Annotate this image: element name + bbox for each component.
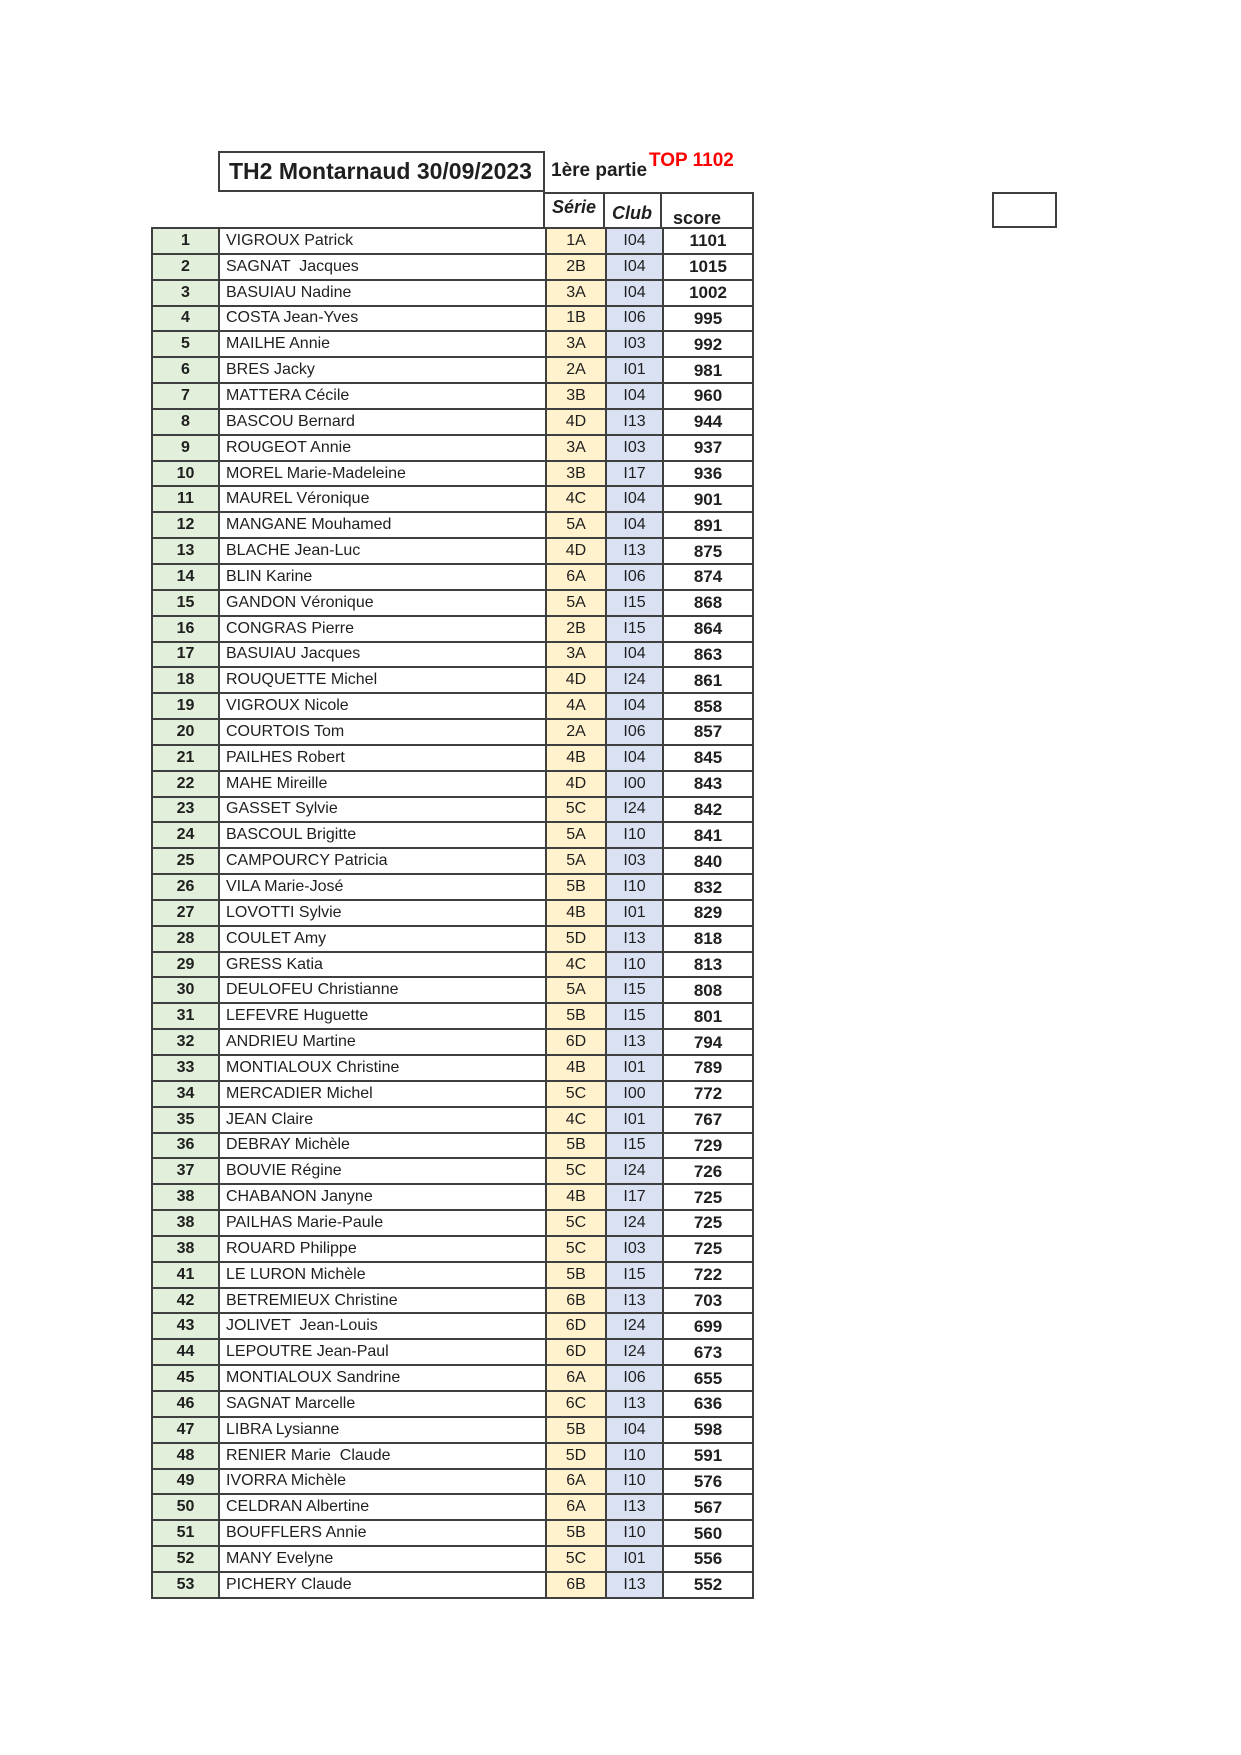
player-name-cell: CHABANON Janyne bbox=[220, 1185, 547, 1211]
player-name-cell: VIGROUX Patrick bbox=[220, 229, 547, 255]
serie-cell: 6C bbox=[547, 1392, 607, 1418]
score-cell: 936 bbox=[664, 462, 754, 488]
serie-cell: 5D bbox=[547, 1444, 607, 1470]
rank-cell: 28 bbox=[153, 927, 220, 953]
club-cell: I06 bbox=[607, 565, 664, 591]
rank-cell: 1 bbox=[153, 229, 220, 255]
serie-cell: 2A bbox=[547, 358, 607, 384]
player-name-cell: MONTIALOUX Sandrine bbox=[220, 1366, 547, 1392]
rank-cell: 7 bbox=[153, 384, 220, 410]
serie-cell: 5B bbox=[547, 1263, 607, 1289]
rank-cell: 31 bbox=[153, 1004, 220, 1030]
club-cell: I00 bbox=[607, 1082, 664, 1108]
player-name-cell: ROUGEOT Annie bbox=[220, 436, 547, 462]
rank-cell: 44 bbox=[153, 1340, 220, 1366]
rank-cell: 15 bbox=[153, 591, 220, 617]
club-cell: I04 bbox=[607, 255, 664, 281]
serie-cell: 2A bbox=[547, 720, 607, 746]
serie-cell: 1B bbox=[547, 307, 607, 333]
club-cell: I06 bbox=[607, 1366, 664, 1392]
player-name-cell: MOREL Marie-Madeleine bbox=[220, 462, 547, 488]
score-cell: 767 bbox=[664, 1108, 754, 1134]
score-cell: 992 bbox=[664, 332, 754, 358]
player-name-cell: LIBRA Lysianne bbox=[220, 1418, 547, 1444]
rank-cell: 8 bbox=[153, 410, 220, 436]
serie-cell: 3B bbox=[547, 462, 607, 488]
player-name-cell: IVORRA Michèle bbox=[220, 1470, 547, 1496]
club-cell: I06 bbox=[607, 307, 664, 333]
serie-cell: 6A bbox=[547, 1470, 607, 1496]
player-name-cell: BOUVIE Régine bbox=[220, 1159, 547, 1185]
score-cell: 636 bbox=[664, 1392, 754, 1418]
serie-cell: 4B bbox=[547, 746, 607, 772]
player-name-cell: MATTERA Cécile bbox=[220, 384, 547, 410]
column-header-club: Club bbox=[603, 192, 662, 227]
player-name-cell: ANDRIEU Martine bbox=[220, 1030, 547, 1056]
serie-cell: 5C bbox=[547, 798, 607, 824]
score-cell: 699 bbox=[664, 1314, 754, 1340]
rank-cell: 38 bbox=[153, 1237, 220, 1263]
club-cell: I13 bbox=[607, 1289, 664, 1315]
tournament-title: TH2 Montarnaud 30/09/2023 bbox=[218, 151, 545, 192]
player-name-cell: DEULOFEU Christianne bbox=[220, 978, 547, 1004]
rank-cell: 18 bbox=[153, 668, 220, 694]
player-name-cell: BASCOU Bernard bbox=[220, 410, 547, 436]
rank-cell: 38 bbox=[153, 1185, 220, 1211]
club-cell: I15 bbox=[607, 1263, 664, 1289]
player-name-cell: LEPOUTRE Jean-Paul bbox=[220, 1340, 547, 1366]
club-cell: I13 bbox=[607, 1495, 664, 1521]
serie-cell: 2B bbox=[547, 617, 607, 643]
rank-cell: 25 bbox=[153, 849, 220, 875]
player-name-cell: GANDON Véronique bbox=[220, 591, 547, 617]
score-cell: 874 bbox=[664, 565, 754, 591]
club-cell: I10 bbox=[607, 1444, 664, 1470]
player-name-cell: COULET Amy bbox=[220, 927, 547, 953]
rank-cell: 2 bbox=[153, 255, 220, 281]
rank-cell: 22 bbox=[153, 772, 220, 798]
score-cell: 794 bbox=[664, 1030, 754, 1056]
rank-cell: 50 bbox=[153, 1495, 220, 1521]
player-name-cell: MERCADIER Michel bbox=[220, 1082, 547, 1108]
player-name-cell: BASUIAU Jacques bbox=[220, 643, 547, 669]
serie-cell: 1A bbox=[547, 229, 607, 255]
serie-cell: 6B bbox=[547, 1289, 607, 1315]
serie-cell: 5C bbox=[547, 1547, 607, 1573]
player-name-cell: BRES Jacky bbox=[220, 358, 547, 384]
serie-cell: 6D bbox=[547, 1314, 607, 1340]
rank-cell: 30 bbox=[153, 978, 220, 1004]
score-cell: 556 bbox=[664, 1547, 754, 1573]
score-cell: 560 bbox=[664, 1521, 754, 1547]
player-name-cell: CONGRAS Pierre bbox=[220, 617, 547, 643]
player-name-cell: RENIER Marie Claude bbox=[220, 1444, 547, 1470]
rank-cell: 51 bbox=[153, 1521, 220, 1547]
serie-cell: 4D bbox=[547, 539, 607, 565]
score-cell: 840 bbox=[664, 849, 754, 875]
rank-cell: 46 bbox=[153, 1392, 220, 1418]
serie-cell: 3A bbox=[547, 332, 607, 358]
score-cell: 937 bbox=[664, 436, 754, 462]
player-name-cell: COSTA Jean-Yves bbox=[220, 307, 547, 333]
rank-cell: 6 bbox=[153, 358, 220, 384]
player-name-cell: PAILHAS Marie-Paule bbox=[220, 1211, 547, 1237]
club-cell: I24 bbox=[607, 798, 664, 824]
club-cell: I00 bbox=[607, 772, 664, 798]
score-cell: 857 bbox=[664, 720, 754, 746]
score-cell: 981 bbox=[664, 358, 754, 384]
score-cell: 995 bbox=[664, 307, 754, 333]
score-cell: 1002 bbox=[664, 281, 754, 307]
score-cell: 655 bbox=[664, 1366, 754, 1392]
player-name-cell: BASCOUL Brigitte bbox=[220, 823, 547, 849]
rank-cell: 47 bbox=[153, 1418, 220, 1444]
serie-cell: 4B bbox=[547, 1185, 607, 1211]
score-cell: 813 bbox=[664, 953, 754, 979]
club-cell: I10 bbox=[607, 1470, 664, 1496]
rank-cell: 43 bbox=[153, 1314, 220, 1340]
club-cell: I13 bbox=[607, 539, 664, 565]
serie-cell: 5C bbox=[547, 1211, 607, 1237]
rank-cell: 32 bbox=[153, 1030, 220, 1056]
club-cell: I04 bbox=[607, 513, 664, 539]
player-name-cell: SAGNAT Marcelle bbox=[220, 1392, 547, 1418]
serie-cell: 4C bbox=[547, 487, 607, 513]
serie-cell: 4B bbox=[547, 901, 607, 927]
rank-cell: 16 bbox=[153, 617, 220, 643]
club-cell: I04 bbox=[607, 487, 664, 513]
player-name-cell: ROUARD Philippe bbox=[220, 1237, 547, 1263]
top-score-label: TOP 1102 bbox=[649, 150, 734, 171]
club-cell: I10 bbox=[607, 1521, 664, 1547]
serie-cell: 4C bbox=[547, 1108, 607, 1134]
club-cell: I24 bbox=[607, 668, 664, 694]
rank-cell: 9 bbox=[153, 436, 220, 462]
club-cell: I03 bbox=[607, 436, 664, 462]
player-name-cell: BLIN Karine bbox=[220, 565, 547, 591]
rank-cell: 26 bbox=[153, 875, 220, 901]
serie-cell: 3A bbox=[547, 281, 607, 307]
serie-cell: 5C bbox=[547, 1159, 607, 1185]
club-cell: I01 bbox=[607, 1108, 664, 1134]
club-cell: I17 bbox=[607, 1185, 664, 1211]
serie-cell: 6A bbox=[547, 1366, 607, 1392]
serie-cell: 5A bbox=[547, 978, 607, 1004]
player-name-cell: SAGNAT Jacques bbox=[220, 255, 547, 281]
club-cell: I15 bbox=[607, 1004, 664, 1030]
rank-cell: 3 bbox=[153, 281, 220, 307]
score-cell: 801 bbox=[664, 1004, 754, 1030]
club-cell: I06 bbox=[607, 720, 664, 746]
club-cell: I13 bbox=[607, 1573, 664, 1599]
club-cell: I03 bbox=[607, 849, 664, 875]
rank-cell: 23 bbox=[153, 798, 220, 824]
rank-cell: 14 bbox=[153, 565, 220, 591]
score-cell: 875 bbox=[664, 539, 754, 565]
column-header-score: score bbox=[660, 192, 754, 227]
club-cell: I10 bbox=[607, 823, 664, 849]
score-cell: 842 bbox=[664, 798, 754, 824]
rank-cell: 24 bbox=[153, 823, 220, 849]
player-name-cell: LE LURON Michèle bbox=[220, 1263, 547, 1289]
serie-cell: 5B bbox=[547, 875, 607, 901]
rank-cell: 21 bbox=[153, 746, 220, 772]
club-cell: I04 bbox=[607, 281, 664, 307]
serie-cell: 3B bbox=[547, 384, 607, 410]
player-name-cell: JEAN Claire bbox=[220, 1108, 547, 1134]
club-cell: I03 bbox=[607, 1237, 664, 1263]
score-cell: 845 bbox=[664, 746, 754, 772]
score-cell: 725 bbox=[664, 1185, 754, 1211]
serie-cell: 4D bbox=[547, 410, 607, 436]
score-cell: 673 bbox=[664, 1340, 754, 1366]
rank-cell: 41 bbox=[153, 1263, 220, 1289]
serie-cell: 6D bbox=[547, 1340, 607, 1366]
player-name-cell: BASUIAU Nadine bbox=[220, 281, 547, 307]
player-name-cell: PAILHES Robert bbox=[220, 746, 547, 772]
club-cell: I01 bbox=[607, 358, 664, 384]
rank-cell: 36 bbox=[153, 1134, 220, 1160]
club-cell: I04 bbox=[607, 384, 664, 410]
serie-cell: 5B bbox=[547, 1418, 607, 1444]
serie-cell: 4A bbox=[547, 694, 607, 720]
player-name-cell: MONTIALOUX Christine bbox=[220, 1056, 547, 1082]
score-cell: 772 bbox=[664, 1082, 754, 1108]
serie-cell: 3A bbox=[547, 643, 607, 669]
rank-cell: 27 bbox=[153, 901, 220, 927]
serie-cell: 5A bbox=[547, 849, 607, 875]
player-name-cell: MANGANE Mouhamed bbox=[220, 513, 547, 539]
serie-cell: 5D bbox=[547, 927, 607, 953]
player-name-cell: BLACHE Jean-Luc bbox=[220, 539, 547, 565]
score-cell: 567 bbox=[664, 1495, 754, 1521]
serie-cell: 4D bbox=[547, 668, 607, 694]
score-cell: 725 bbox=[664, 1237, 754, 1263]
rank-cell: 37 bbox=[153, 1159, 220, 1185]
club-cell: I10 bbox=[607, 953, 664, 979]
score-cell: 861 bbox=[664, 668, 754, 694]
club-cell: I01 bbox=[607, 1547, 664, 1573]
serie-cell: 3A bbox=[547, 436, 607, 462]
score-cell: 864 bbox=[664, 617, 754, 643]
player-name-cell: CAMPOURCY Patricia bbox=[220, 849, 547, 875]
serie-cell: 6A bbox=[547, 565, 607, 591]
club-cell: I17 bbox=[607, 462, 664, 488]
serie-cell: 5B bbox=[547, 1134, 607, 1160]
score-cell: 1101 bbox=[664, 229, 754, 255]
rank-cell: 4 bbox=[153, 307, 220, 333]
player-name-cell: GASSET Sylvie bbox=[220, 798, 547, 824]
score-cell: 576 bbox=[664, 1470, 754, 1496]
score-cell: 808 bbox=[664, 978, 754, 1004]
club-cell: I01 bbox=[607, 1056, 664, 1082]
serie-cell: 5A bbox=[547, 513, 607, 539]
club-cell: I04 bbox=[607, 229, 664, 255]
player-name-cell: ROUQUETTE Michel bbox=[220, 668, 547, 694]
empty-cell-box bbox=[992, 192, 1057, 228]
player-name-cell: BOUFFLERS Annie bbox=[220, 1521, 547, 1547]
rank-cell: 34 bbox=[153, 1082, 220, 1108]
club-cell: I04 bbox=[607, 1418, 664, 1444]
rank-cell: 17 bbox=[153, 643, 220, 669]
rank-cell: 19 bbox=[153, 694, 220, 720]
rank-cell: 42 bbox=[153, 1289, 220, 1315]
rank-cell: 11 bbox=[153, 487, 220, 513]
serie-cell: 5A bbox=[547, 591, 607, 617]
serie-cell: 5B bbox=[547, 1521, 607, 1547]
club-cell: I24 bbox=[607, 1211, 664, 1237]
serie-cell: 6A bbox=[547, 1495, 607, 1521]
rank-cell: 29 bbox=[153, 953, 220, 979]
serie-cell: 6B bbox=[547, 1573, 607, 1599]
rank-cell: 10 bbox=[153, 462, 220, 488]
club-cell: I15 bbox=[607, 1134, 664, 1160]
club-cell: I04 bbox=[607, 694, 664, 720]
score-cell: 891 bbox=[664, 513, 754, 539]
score-cell: 818 bbox=[664, 927, 754, 953]
part-label: 1ère partie bbox=[551, 160, 648, 181]
player-name-cell: LOVOTTI Sylvie bbox=[220, 901, 547, 927]
club-cell: I15 bbox=[607, 978, 664, 1004]
score-cell: 960 bbox=[664, 384, 754, 410]
rank-cell: 33 bbox=[153, 1056, 220, 1082]
player-name-cell: LEFEVRE Huguette bbox=[220, 1004, 547, 1030]
rank-cell: 13 bbox=[153, 539, 220, 565]
serie-cell: 5C bbox=[547, 1082, 607, 1108]
player-name-cell: BETREMIEUX Christine bbox=[220, 1289, 547, 1315]
player-name-cell: CELDRAN Albertine bbox=[220, 1495, 547, 1521]
score-cell: 722 bbox=[664, 1263, 754, 1289]
player-name-cell: PICHERY Claude bbox=[220, 1573, 547, 1599]
results-table bbox=[151, 227, 754, 1599]
club-cell: I24 bbox=[607, 1340, 664, 1366]
score-cell: 843 bbox=[664, 772, 754, 798]
score-cell: 829 bbox=[664, 901, 754, 927]
score-cell: 729 bbox=[664, 1134, 754, 1160]
player-name-cell: DEBRAY Michèle bbox=[220, 1134, 547, 1160]
player-name-cell: MAHE Mireille bbox=[220, 772, 547, 798]
club-cell: I03 bbox=[607, 332, 664, 358]
rank-cell: 35 bbox=[153, 1108, 220, 1134]
score-cell: 858 bbox=[664, 694, 754, 720]
club-cell: I13 bbox=[607, 927, 664, 953]
club-cell: I10 bbox=[607, 875, 664, 901]
player-name-cell: VILA Marie-José bbox=[220, 875, 547, 901]
score-cell: 868 bbox=[664, 591, 754, 617]
serie-cell: 2B bbox=[547, 255, 607, 281]
score-cell: 944 bbox=[664, 410, 754, 436]
club-cell: I13 bbox=[607, 410, 664, 436]
serie-cell: 4D bbox=[547, 772, 607, 798]
player-name-cell: MAILHE Annie bbox=[220, 332, 547, 358]
score-cell: 789 bbox=[664, 1056, 754, 1082]
score-cell: 863 bbox=[664, 643, 754, 669]
club-cell: I15 bbox=[607, 591, 664, 617]
club-cell: I04 bbox=[607, 643, 664, 669]
serie-cell: 6D bbox=[547, 1030, 607, 1056]
player-name-cell: COURTOIS Tom bbox=[220, 720, 547, 746]
club-cell: I04 bbox=[607, 746, 664, 772]
rank-cell: 38 bbox=[153, 1211, 220, 1237]
player-name-cell: MAUREL Véronique bbox=[220, 487, 547, 513]
rank-cell: 49 bbox=[153, 1470, 220, 1496]
score-cell: 591 bbox=[664, 1444, 754, 1470]
player-name-cell: JOLIVET Jean-Louis bbox=[220, 1314, 547, 1340]
score-cell: 901 bbox=[664, 487, 754, 513]
club-cell: I13 bbox=[607, 1030, 664, 1056]
score-cell: 841 bbox=[664, 823, 754, 849]
score-cell: 725 bbox=[664, 1211, 754, 1237]
rank-cell: 5 bbox=[153, 332, 220, 358]
score-cell: 832 bbox=[664, 875, 754, 901]
club-cell: I13 bbox=[607, 1392, 664, 1418]
player-name-cell: MANY Evelyne bbox=[220, 1547, 547, 1573]
score-cell: 1015 bbox=[664, 255, 754, 281]
rank-cell: 45 bbox=[153, 1366, 220, 1392]
score-cell: 552 bbox=[664, 1573, 754, 1599]
serie-cell: 5C bbox=[547, 1237, 607, 1263]
rank-cell: 12 bbox=[153, 513, 220, 539]
column-header-serie: Série bbox=[543, 192, 605, 227]
serie-cell: 4C bbox=[547, 953, 607, 979]
club-cell: I15 bbox=[607, 617, 664, 643]
serie-cell: 5B bbox=[547, 1004, 607, 1030]
score-cell: 598 bbox=[664, 1418, 754, 1444]
serie-cell: 5A bbox=[547, 823, 607, 849]
rank-cell: 53 bbox=[153, 1573, 220, 1599]
club-cell: I01 bbox=[607, 901, 664, 927]
serie-cell: 4B bbox=[547, 1056, 607, 1082]
rank-cell: 52 bbox=[153, 1547, 220, 1573]
rank-cell: 20 bbox=[153, 720, 220, 746]
club-cell: I24 bbox=[607, 1314, 664, 1340]
score-cell: 703 bbox=[664, 1289, 754, 1315]
player-name-cell: VIGROUX Nicole bbox=[220, 694, 547, 720]
score-cell: 726 bbox=[664, 1159, 754, 1185]
rank-cell: 48 bbox=[153, 1444, 220, 1470]
player-name-cell: GRESS Katia bbox=[220, 953, 547, 979]
club-cell: I24 bbox=[607, 1159, 664, 1185]
